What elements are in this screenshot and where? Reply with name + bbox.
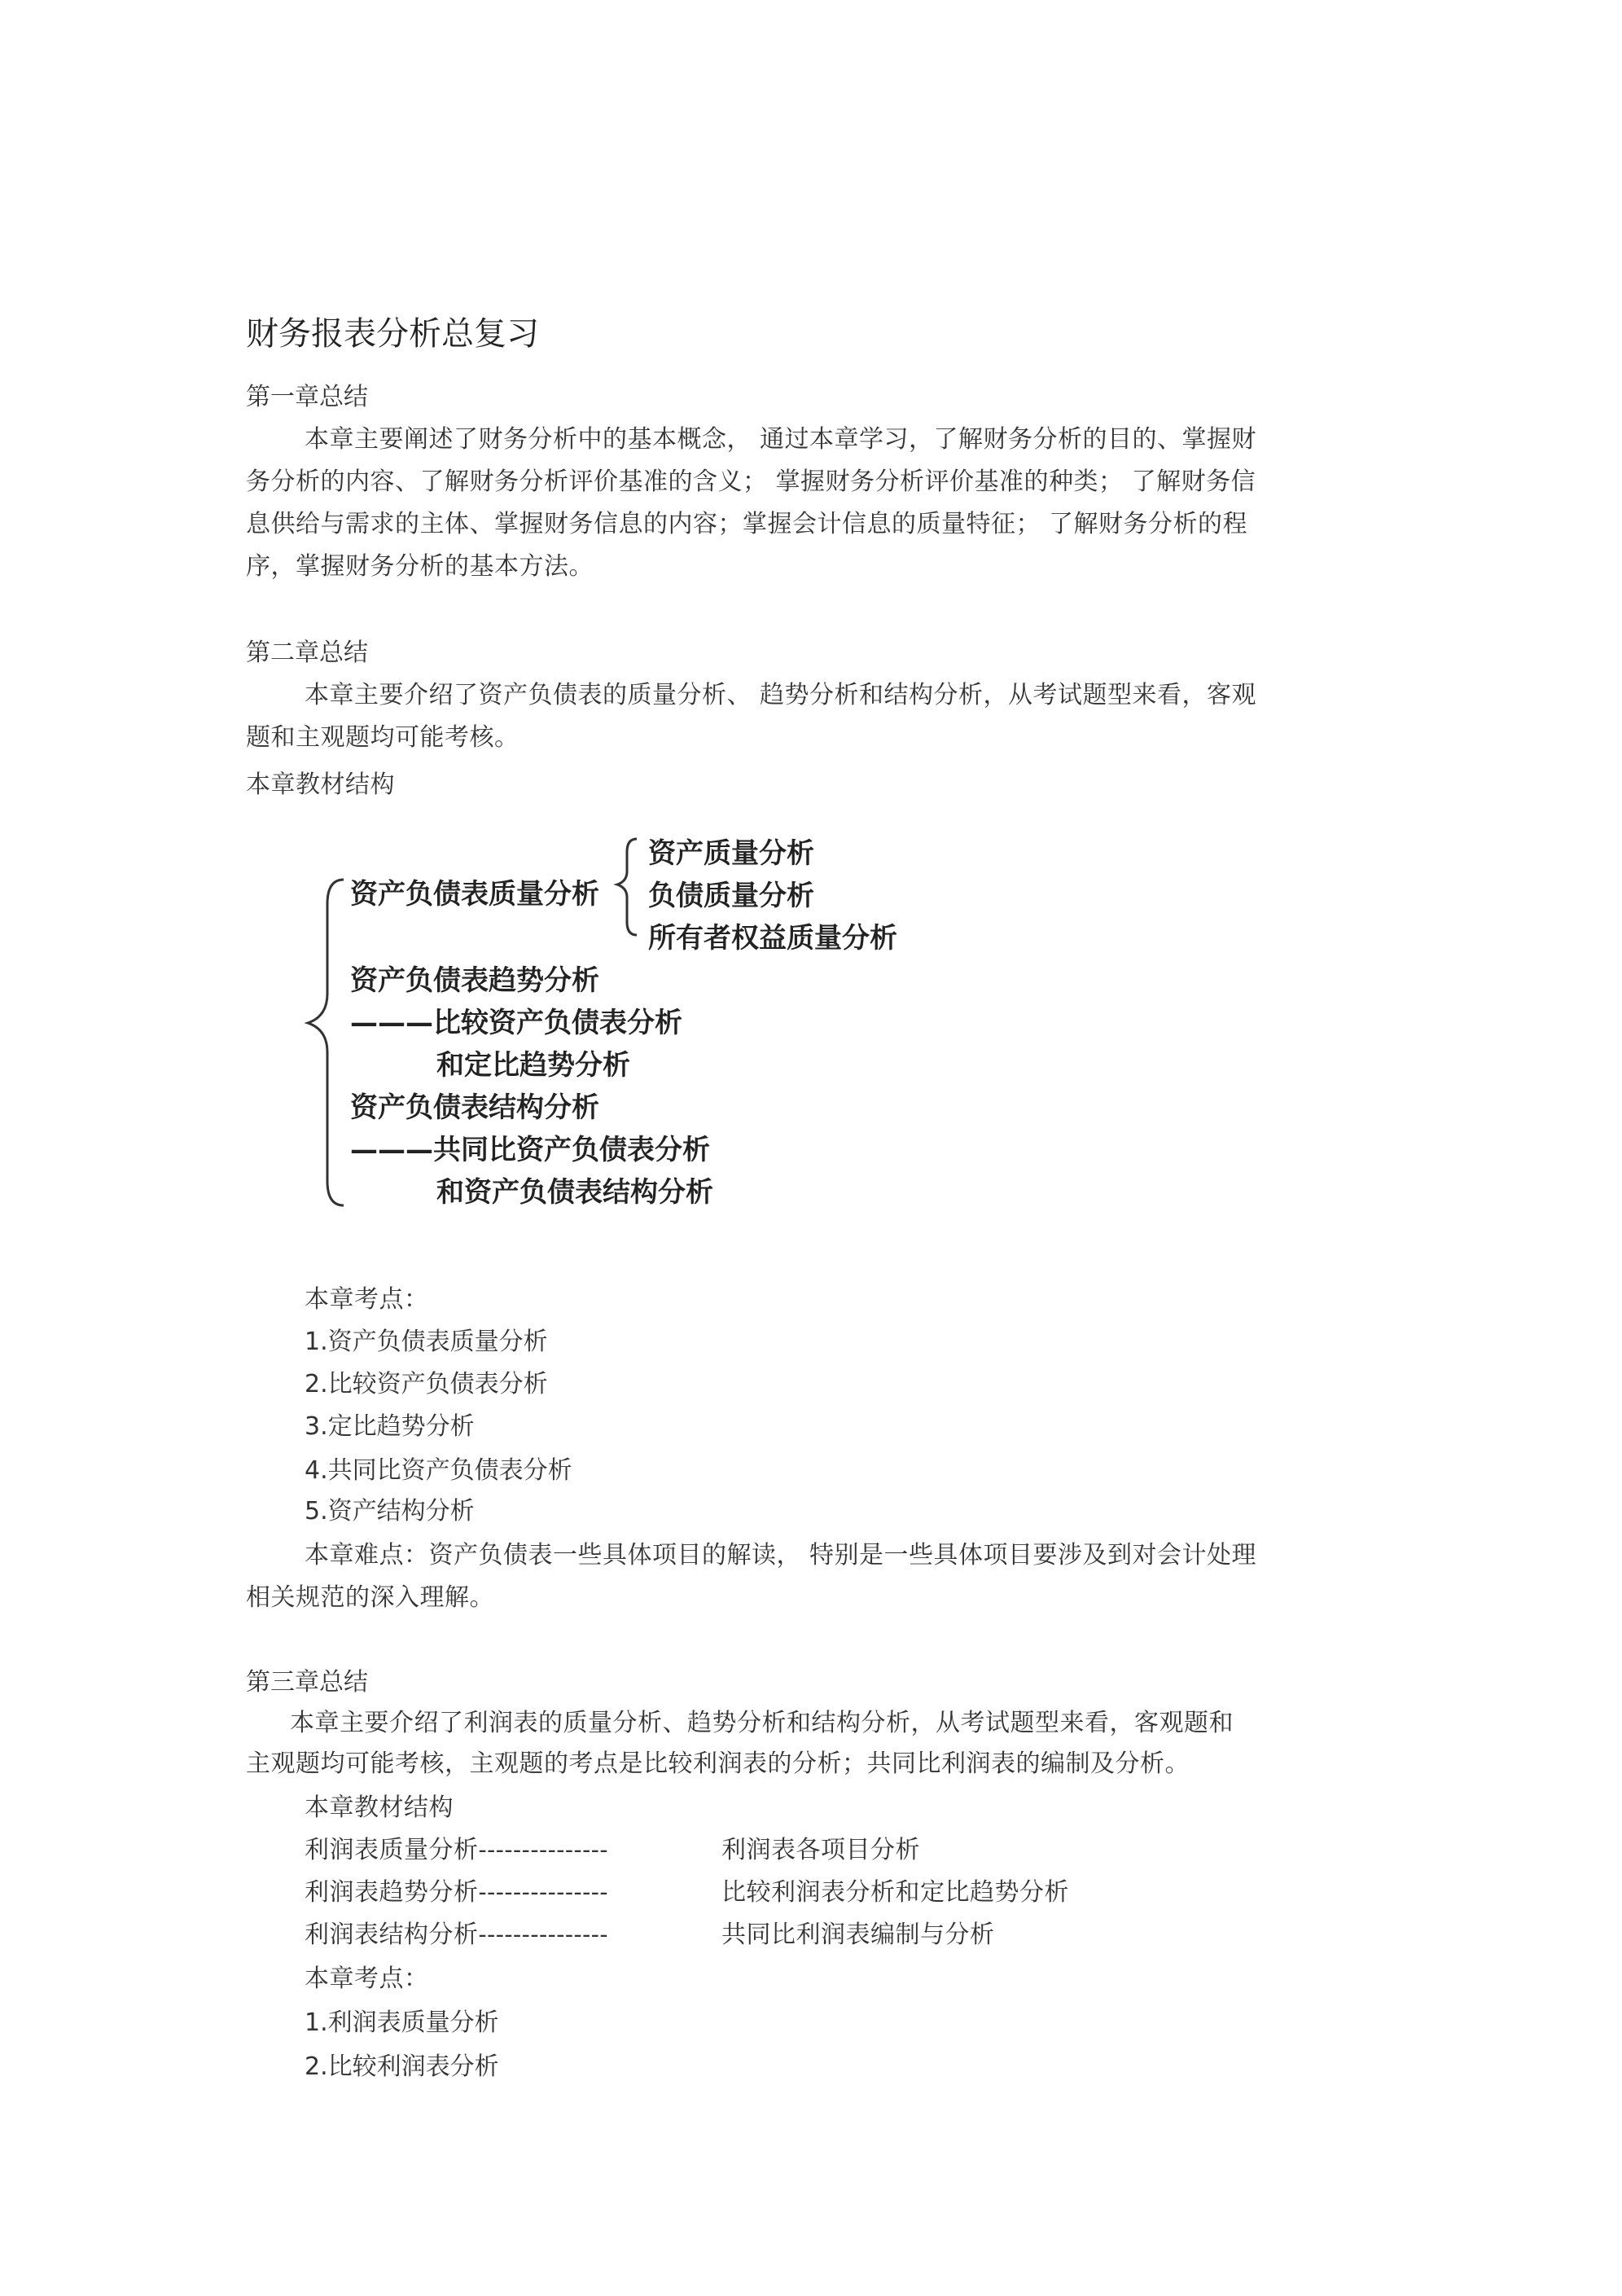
chapter2-key-point-2: 2.比较资产负债表分析	[305, 1370, 548, 1398]
diagram-structure-line-2: 和资产负债表结构分析	[436, 1176, 713, 1209]
chapter2-line-1: 本章主要介绍了资产负债表的质量分析、 趋势分析和结构分析，从考试题型来看，客观	[305, 681, 1257, 709]
chapter3-structure-row-1-right: 利润表各项目分析	[721, 1836, 920, 1864]
chapter1-line-4: 序，掌握财务分析的基本方法。	[246, 552, 594, 581]
diagram-equity-quality: 所有者权益质量分析	[648, 922, 897, 955]
chapter3-line-2: 主观题均可能考核，主观题的考点是比较利润表的分析；共同比利润表的编制及分析。	[246, 1749, 1190, 1778]
chapter1-line-1: 本章主要阐述了财务分析中的基本概念， 通过本章学习，了解财务分析的目的、掌握财	[305, 425, 1257, 454]
chapter2-key-point-3: 3.定比趋势分析	[305, 1412, 475, 1441]
diagram-trend-line-2: 和定比趋势分析	[436, 1049, 630, 1082]
chapter3-structure-row-1-left: 利润表质量分析---------------	[305, 1836, 609, 1864]
chapter2-difficulty-line-1: 本章难点：资产负债表一些具体项目的解读， 特别是一些具体项目要涉及到对会计处理	[305, 1541, 1257, 1569]
chapter2-key-point-5: 5.资产结构分析	[305, 1497, 475, 1526]
chapter2-key-points-label: 本章考点：	[305, 1285, 429, 1314]
chapter2-key-point-4: 4.共同比资产负债表分析	[305, 1456, 572, 1485]
chapter1-line-3: 息供给与需求的主体、掌握财务信息的内容；掌握会计信息的质量特征； 了解财务分析的程	[246, 510, 1248, 538]
chapter3-heading: 第三章总结	[246, 1668, 368, 1697]
chapter3-structure-label: 本章教材结构	[305, 1793, 454, 1822]
diagram-trend-analysis: 资产负债表趋势分析	[350, 964, 599, 997]
chapter3-key-point-1: 1.利润表质量分析	[305, 2008, 499, 2037]
diagram-trend-line-1: ———比较资产负债表分析	[350, 1007, 682, 1039]
sub-brace	[617, 839, 637, 935]
diagram-structure-analysis: 资产负债表结构分析	[350, 1091, 599, 1124]
chapter3-line-1: 本章主要介绍了利润表的质量分析、趋势分析和结构分析，从考试题型来看，客观题和	[290, 1709, 1234, 1737]
chapter3-structure-row-3-right: 共同比利润表编制与分析	[721, 1921, 995, 1949]
chapter3-key-points-label: 本章考点：	[305, 1965, 429, 1993]
diagram-structure-line-1: ———共同比资产负债表分析	[350, 1134, 710, 1166]
diagram-quality-analysis: 资产负债表质量分析	[350, 878, 599, 911]
main-brace	[308, 880, 344, 1205]
chapter3-structure-row-3-left: 利润表结构分析---------------	[305, 1921, 609, 1949]
chapter2-heading: 第二章总结	[246, 639, 368, 667]
diagram-liability-quality: 负债质量分析	[648, 880, 814, 912]
document-title: 财务报表分析总复习	[246, 315, 539, 353]
chapter3-structure-row-2-right: 比较利润表分析和定比趋势分析	[721, 1878, 1069, 1907]
chapter3-key-point-2: 2.比较利润表分析	[305, 2052, 499, 2081]
chapter2-key-point-1: 1.资产负债表质量分析	[305, 1328, 548, 1356]
diagram-asset-quality: 资产质量分析	[648, 837, 814, 870]
chapter1-line-2: 务分析的内容、了解财务分析评价基准的含义； 掌握财务分析评价基准的种类； 了解财务信	[246, 468, 1256, 496]
chapter3-structure-row-2-left: 利润表趋势分析---------------	[305, 1878, 609, 1907]
chapter2-difficulty-line-2: 相关规范的深入理解。	[246, 1583, 494, 1612]
chapter1-heading: 第一章总结	[246, 383, 368, 411]
chapter2-line-2: 题和主观题均可能考核。	[246, 723, 519, 752]
chapter2-structure-label: 本章教材结构	[246, 770, 395, 799]
